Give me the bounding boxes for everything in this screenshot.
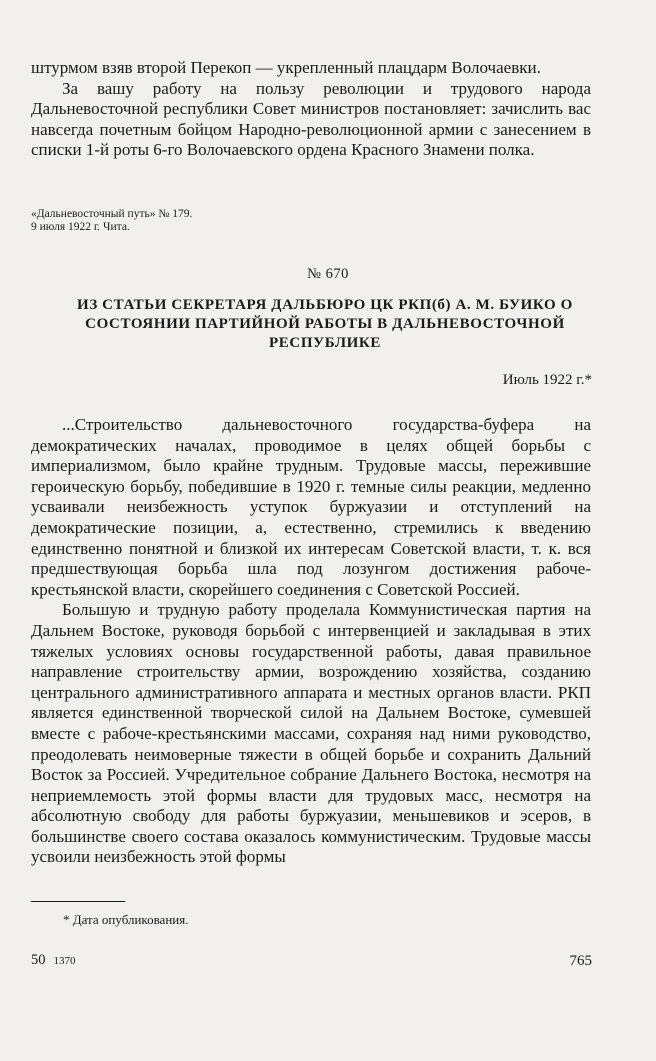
print-code: 1370 bbox=[53, 955, 76, 967]
text-paragraph: ...Строительство дальневосточного государства-буфера на демократических началах, проводимое в целях общей борьбы с империализмом, было крайне трудным. Трудовые массы, пережившие героическую борьбу, победившие в 1920 г. темные силы реакции, медленно усваивали неизбежность уступок буржуазии и отступлений на демократические позиции, а, естественно, стремились к введению единственно понятной и близкой их интересам Советской власти, т. к. вся предшествующая борьба шла под лозунгом достижения рабоче-крестьянской власти, скорейшего соединения с Советской Россией. bbox=[31, 415, 591, 599]
document-date: Июль 1922 г.* bbox=[502, 372, 592, 388]
footnote-divider bbox=[31, 901, 125, 902]
document-number: № 670 bbox=[307, 266, 349, 282]
document-title: ИЗ СТАТЬИ СЕКРЕТАРЯ ДАЛЬБЮРО ЦК РКП(б) А. М. БУИКО О СОСТОЯНИИ ПАРТИЙНОЙ РАБОТЫ В ДАЛЬНЕВОСТОЧНОЙ РЕСПУБЛИКЕ bbox=[77, 297, 573, 351]
text-paragraph: За вашу работу на пользу революции и трудового народа Дальневосточной республики Совет министров постановляет: зачислить вас навсегда почетным бойцом Народно-революционной армии с занесением в списки 1-й роты 6-го Волочаевского ордена Красного Знамени полка. bbox=[31, 78, 591, 160]
continued-text-block bbox=[31, 58, 591, 161]
source-citation bbox=[31, 208, 331, 234]
printer-signature bbox=[31, 952, 76, 969]
article-text-block bbox=[31, 415, 591, 868]
footnote: * Дата опубликования. bbox=[63, 912, 189, 927]
page-number: 765 bbox=[569, 953, 592, 969]
sheet-number: 50 bbox=[31, 952, 46, 968]
source-line: «Дальневосточный путь» № 179. bbox=[31, 208, 193, 220]
text-paragraph: штурмом взяв второй Перекоп — укрепленный плацдарм Волочаевки. bbox=[31, 58, 541, 77]
text-paragraph: Большую и трудную работу проделала Коммунистическая партия на Дальнем Востоке, руководя борьбой с интервенцией и закладывая в этих тяжелых условиях основы государственной работы, давая правильное направление строительству армии, возрождению хозяйства, созданию центрального административного аппарата и местных органов власти. РКП является единственной творческой силой на Дальнем Востоке, сумевшей вместе с рабоче-крестьянскими массами, сохраняя над ними руководство, преодолевать неимоверные тяжести в общей борьбе и сохранить Дальний Восток за Россией. Учредительное собрание Дальнего Востока, несмотря на неприемлемость этой формы власти для трудовых масс, несмотря на абсолютную свободу для работы буржуазии, меньшевиков и эсеров, в большинстве своего состава оказалось коммунистическим. Трудовые массы усвоили неизбежность этой формы bbox=[31, 600, 591, 867]
source-date-line: 9 июля 1922 г. Чита. bbox=[31, 221, 130, 233]
